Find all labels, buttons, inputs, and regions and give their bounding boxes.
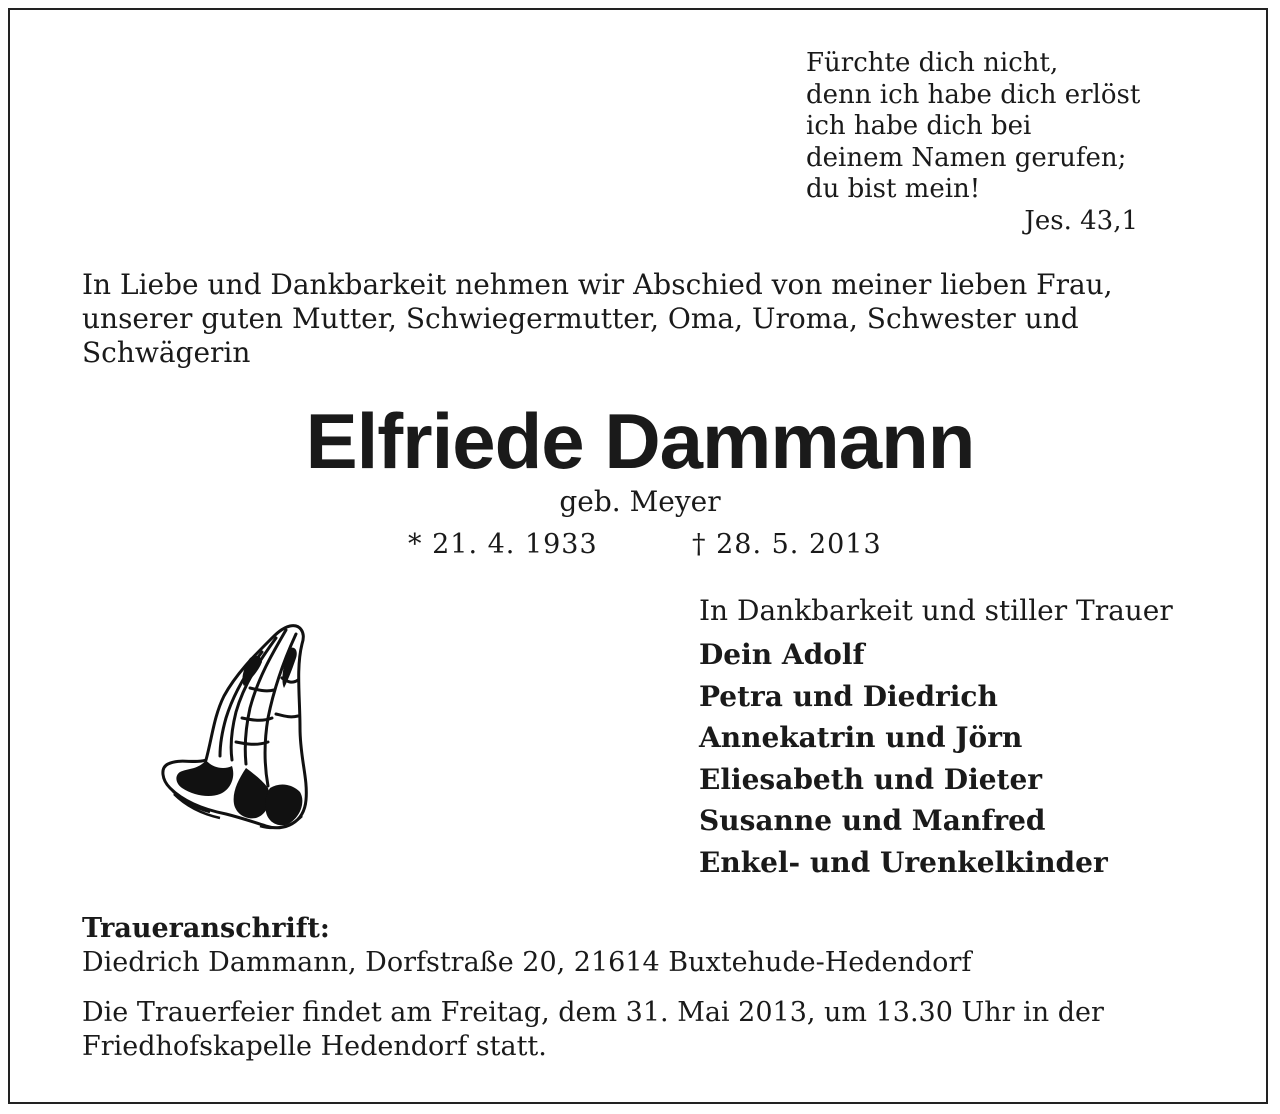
address-text: Diedrich Dammann, Dorfstraße 20, 21614 Buxtehude-Hedendorf [82, 947, 972, 978]
funeral-service-info [82, 996, 1202, 1064]
birth-date: * 21. 4. 1933 [408, 529, 598, 560]
farewell-line: unserer guten Mutter, Schwiegermutter, Oma, Uroma, Schwester und [82, 302, 1079, 335]
mourner-name: Annekatrin und Jörn [699, 721, 1023, 754]
mourner-name: Enkel- und Urenkelkinder [699, 845, 1108, 879]
mourner-name: Dein Adolf [699, 638, 865, 671]
maiden-name: geb. Meyer [559, 485, 721, 518]
farewell-line: In Liebe und Dankbarkeit nehmen wir Abschied von meiner lieben Frau, [82, 268, 1113, 301]
verse-line: ich habe dich bei [806, 111, 1032, 141]
service-line: Friedhofskapelle Hedendorf statt. [82, 1031, 547, 1062]
verse-line: du bist mein! [806, 174, 981, 204]
mourner-name: Eliesabeth und Dieter [699, 762, 1043, 796]
verse-line: deinem Namen gerufen; [806, 142, 1127, 173]
mourner-name: Petra und Diedrich [699, 679, 998, 713]
verse-reference: Jes. 43,1 [1024, 205, 1138, 236]
mourner-name: Susanne und Manfred [699, 804, 1046, 837]
bible-verse [806, 48, 1141, 237]
service-line: Die Trauerfeier findet am Freitag, dem 31. Mai 2013, um 13.30 Uhr in der [82, 997, 1104, 1028]
deceased-name: Elfriede Dammann [305, 397, 975, 485]
mourners-intro: In Dankbarkeit und stiller Trauer [699, 594, 1173, 627]
mourners-list [699, 592, 1239, 883]
address-label: Traueranschrift: [82, 913, 330, 944]
praying-hands-icon [150, 618, 325, 848]
farewell-text [82, 268, 1192, 370]
farewell-line: Schwägerin [82, 336, 251, 369]
death-date: † 28. 5. 2013 [692, 529, 882, 560]
mourning-address [82, 912, 1202, 980]
verse-line: Fürchte dich nicht, [806, 48, 1059, 78]
verse-line: denn ich habe dich erlöst [806, 79, 1141, 110]
